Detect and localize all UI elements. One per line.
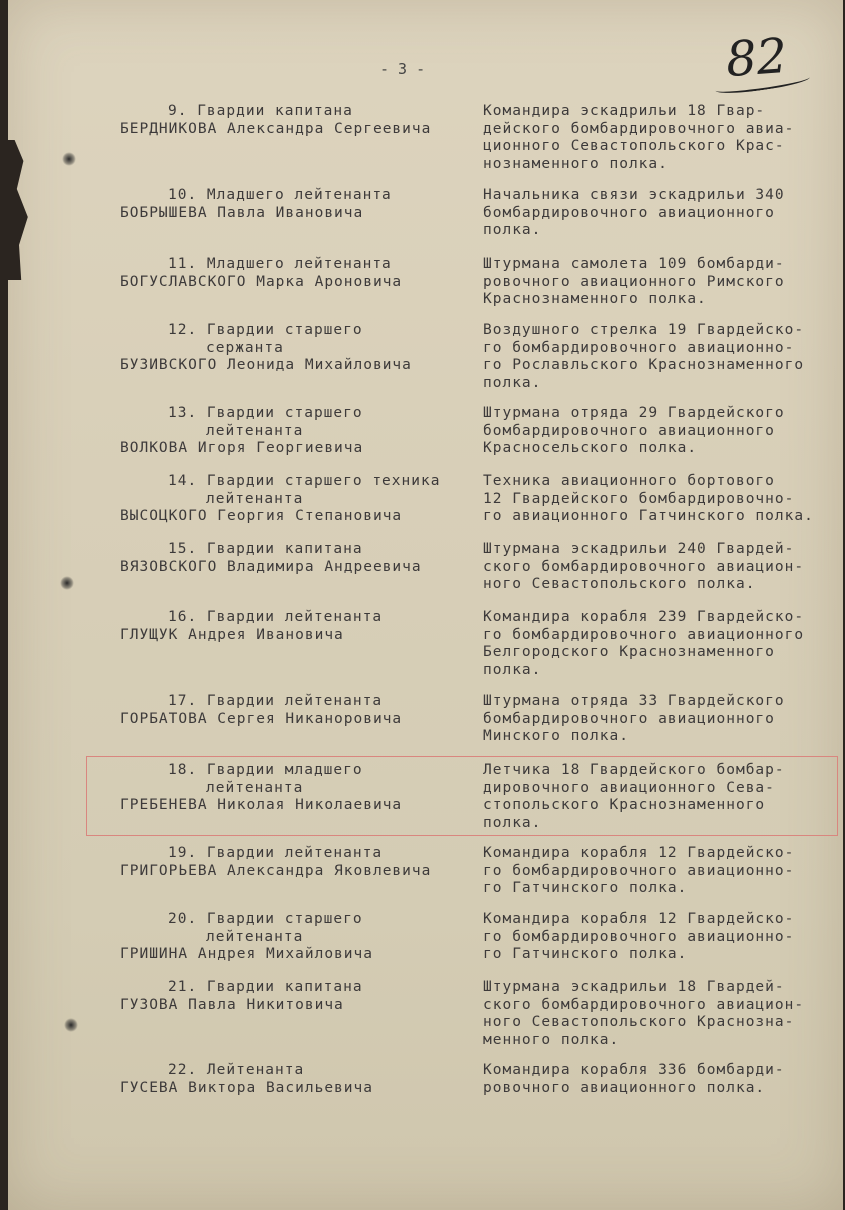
position-line: дейского бомбардировочного авиа-: [483, 120, 795, 137]
position-description: [483, 541, 833, 594]
position-line: нознаменного полка.: [483, 155, 668, 172]
rank-line: 15. Гвардии капитана: [168, 541, 363, 557]
person-rank-and-name: [120, 405, 470, 458]
position-line: ного Севастопольского Краснозна-: [483, 1014, 795, 1030]
position-line: менного полка.: [483, 1031, 620, 1048]
rank-line: лейтенанта: [206, 928, 304, 945]
position-line: го Гатчинского полка.: [483, 946, 688, 962]
rank-line: лейтенанта: [206, 490, 304, 507]
rank-line: 14. Гвардии старшего техника: [168, 473, 441, 489]
position-line: Командира корабля 239 Гвардейско-: [483, 609, 805, 625]
person-name: БОГУСЛАВСКОГО Марка Ароновича: [120, 273, 403, 290]
position-line: стопольского Краснознаменного: [483, 797, 766, 813]
rank-line: 20. Гвардии старшего: [168, 911, 363, 927]
position-line: Техника авиационного бортового: [483, 473, 775, 489]
position-line: го бомбардировочного авиационного: [483, 626, 805, 643]
position-line: Штурмана эскадрильи 240 Гвардей-: [483, 541, 795, 557]
position-line: 12 Гвардейского бомбардировочно-: [483, 490, 795, 507]
person-name: БОБРЫШЕВА Павла Ивановича: [120, 204, 364, 221]
rank-line: 16. Гвардии лейтенанта: [168, 609, 383, 625]
highlight-box: [86, 756, 838, 836]
person-rank-and-name: [120, 693, 470, 728]
position-description: [483, 845, 833, 898]
position-line: Штурмана отряда 29 Гвардейского: [483, 405, 785, 421]
position-line: Летчика 18 Гвардейского бомбар-: [483, 762, 785, 778]
person-rank-and-name: [120, 845, 470, 880]
person-rank-and-name: [120, 541, 470, 576]
rank-line: лейтенанта: [206, 422, 304, 439]
position-line: Командира корабля 12 Гвардейско-: [483, 845, 795, 861]
position-line: ского бомбардировочного авиацион-: [483, 996, 805, 1013]
person-name: ГУЗОВА Павла Никитовича: [120, 996, 344, 1013]
person-name: ГУСЕВА Виктора Васильевича: [120, 1079, 373, 1096]
person-rank-and-name: [120, 187, 470, 222]
position-line: полка.: [483, 374, 542, 391]
position-description: [483, 405, 833, 458]
person-rank-and-name: [120, 1062, 470, 1097]
position-line: бомбардировочного авиационного: [483, 422, 775, 439]
position-line: ского бомбардировочного авиацион-: [483, 558, 805, 575]
position-line: го бомбардировочного авиационно-: [483, 928, 795, 945]
person-name: ГЛУЩУК Андрея Ивановича: [120, 626, 344, 643]
position-line: Штурмана отряда 33 Гвардейского: [483, 693, 785, 709]
position-line: Командира корабля 12 Гвардейско-: [483, 911, 795, 927]
position-line: Штурмана эскадрильи 18 Гвардей-: [483, 979, 785, 995]
person-name: ГРИШИНА Андрея Михайловича: [120, 946, 373, 962]
position-line: Красносельского полка.: [483, 440, 698, 456]
position-line: Штурмана самолета 109 бомбарди-: [483, 256, 785, 272]
position-description: [483, 979, 833, 1049]
position-description: [483, 473, 833, 526]
position-line: го авиационного Гатчинского полка.: [483, 508, 814, 524]
rank-line: 19. Гвардии лейтенанта: [168, 845, 383, 861]
position-description: [483, 609, 833, 679]
rank-line: 10. Младшего лейтенанта: [168, 187, 392, 203]
position-line: полка.: [483, 814, 542, 831]
rank-line: 9. Гвардии капитана: [168, 103, 353, 119]
position-line: Командира эскадрильи 18 Гвар-: [483, 103, 766, 119]
position-line: го Гатчинского полка.: [483, 880, 688, 896]
position-line: го бомбардировочного авиационно-: [483, 339, 795, 356]
person-rank-and-name: [120, 256, 470, 291]
position-description: [483, 693, 833, 746]
position-description: [483, 1062, 833, 1097]
person-name: ГОРБАТОВА Сергея Никаноровича: [120, 710, 403, 727]
position-line: бомбардировочного авиационного: [483, 710, 775, 727]
rank-line: сержанта: [206, 339, 284, 356]
position-line: Минского полка.: [483, 728, 629, 744]
position-line: Командира корабля 336 бомбарди-: [483, 1062, 785, 1078]
person-name: ВЯЗОВСКОГО Владимира Андреевича: [120, 558, 422, 575]
position-line: Воздушного стрелка 19 Гвардейско-: [483, 322, 805, 338]
position-line: дировочного авиационного Сева-: [483, 779, 775, 796]
position-line: Начальника связи эскадрильи 340: [483, 187, 785, 203]
person-rank-and-name: [120, 609, 470, 644]
position-line: ционного Севастопольского Крас-: [483, 138, 785, 154]
person-name: ВЫСОЦКОГО Георгия Степановича: [120, 508, 403, 524]
handwritten-page-number: 82: [724, 27, 789, 89]
rank-line: 12. Гвардии старшего: [168, 322, 363, 338]
typed-page-number: - 3 -: [380, 60, 426, 78]
person-rank-and-name: [120, 473, 470, 526]
position-description: [483, 911, 833, 964]
person-rank-and-name: [120, 103, 470, 138]
position-description: [483, 187, 833, 240]
position-description: [483, 103, 833, 173]
position-line: го бомбардировочного авиационно-: [483, 862, 795, 879]
rank-line: 11. Младшего лейтенанта: [168, 256, 392, 272]
position-description: [483, 256, 833, 309]
rank-line: 17. Гвардии лейтенанта: [168, 693, 383, 709]
person-name: ГРИГОРЬЕВА Александра Яковлевича: [120, 862, 432, 879]
person-rank-and-name: [120, 911, 470, 964]
position-description: [483, 322, 833, 392]
person-rank-and-name: [120, 979, 470, 1014]
person-name: БЕРДНИКОВА Александра Сергеевича: [120, 120, 432, 137]
rank-line: 22. Лейтенанта: [168, 1062, 305, 1078]
rank-line: лейтенанта: [206, 779, 304, 796]
person-name: ВОЛКОВА Игоря Георгиевича: [120, 440, 364, 456]
person-rank-and-name: [120, 322, 470, 375]
position-line: бомбардировочного авиационного: [483, 204, 775, 221]
position-line: Краснознаменного полка.: [483, 291, 707, 307]
rank-line: 13. Гвардии старшего: [168, 405, 363, 421]
person-name: ГРЕБЕНЕВА Николая Николаевича: [120, 797, 403, 813]
person-name: БУЗИВСКОГО Леонида Михайловича: [120, 357, 412, 373]
position-line: го Рославльского Краснознаменного: [483, 357, 805, 373]
position-line: полка.: [483, 661, 542, 678]
rank-line: 18. Гвардии младшего: [168, 762, 363, 778]
rank-line: 21. Гвардии капитана: [168, 979, 363, 995]
position-line: ровочного авиационного полка.: [483, 1079, 766, 1096]
position-line: полка.: [483, 222, 542, 238]
position-line: Белгородского Краснознаменного: [483, 644, 775, 660]
position-line: ного Севастопольского полка.: [483, 576, 756, 592]
position-line: ровочного авиационного Римского: [483, 273, 785, 290]
